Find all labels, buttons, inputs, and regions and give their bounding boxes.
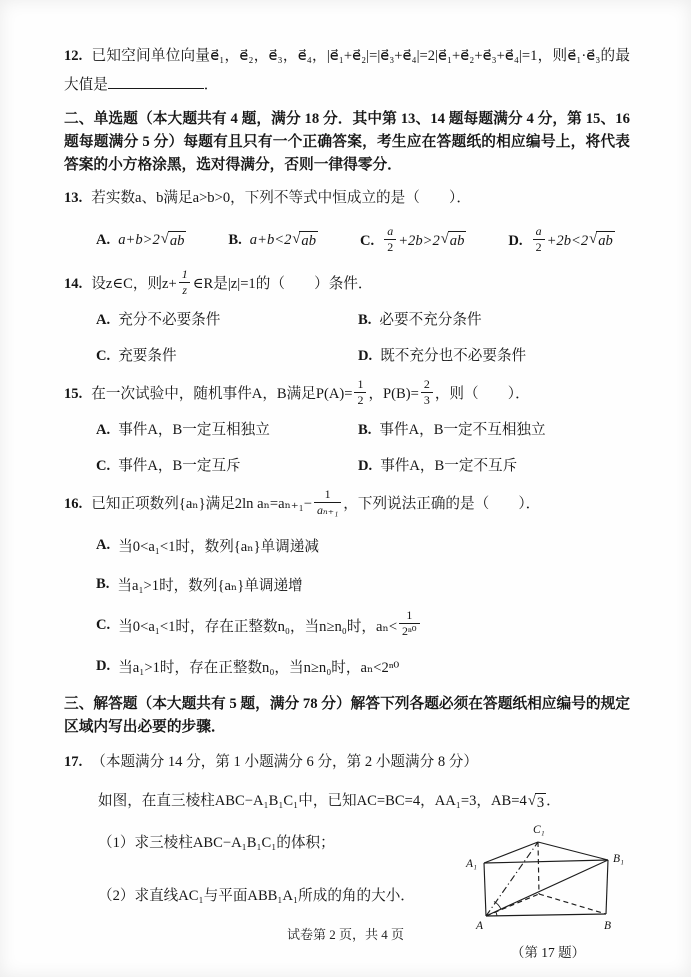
fraction-denominator: 2 <box>354 392 366 408</box>
option-14-a-text: 充分不必要条件 <box>118 311 221 328</box>
option-15-a <box>96 417 358 444</box>
option-15-d-text: 事件A，B一定不互斥 <box>380 457 518 474</box>
figure-caption: （第 17 题） <box>510 944 586 960</box>
option-13-d-radicand: ab <box>598 233 613 250</box>
question-14-number: 14. <box>64 275 83 292</box>
option-16-a-text: 当0<a₁<1时，数列{aₙ}单调递减 <box>118 538 319 555</box>
question-15-text-post: ，则（ ）． <box>434 385 530 402</box>
option-15-c-label: C. <box>96 457 111 474</box>
option-16-c-label: C. <box>96 616 111 633</box>
option-15-c <box>96 453 358 480</box>
question-15-number: 15. <box>64 385 83 402</box>
question-15-text-mid: ，P(B)= <box>368 385 419 402</box>
option-13-a-label: A. <box>96 232 111 249</box>
question-14-text-pre: 设z∈C，则z+ <box>91 275 177 292</box>
question-15 <box>64 376 630 410</box>
option-14-d-text: 既不充分也不必要条件 <box>380 347 527 364</box>
option-16-d-label: D. <box>96 657 111 674</box>
option-14-b-label: B. <box>358 311 372 328</box>
question-13-number: 13. <box>64 190 83 206</box>
question-15-options <box>64 417 630 480</box>
prism-solid-edges <box>484 842 608 916</box>
option-16-d-text: 当a₁>1时，存在正整数n₀，当n≥n₀时，aₙ<2ⁿ⁰ <box>118 659 400 676</box>
option-14-d-label: D. <box>358 347 373 364</box>
option-15-b-text: 事件A，B一定不互相独立 <box>379 421 546 438</box>
option-15-b-label: B. <box>358 421 372 438</box>
page-content <box>64 42 630 977</box>
option-16-b <box>64 571 630 598</box>
vertex-label-b: B <box>604 919 612 932</box>
question-17-score-note: （本题满分 14 分，第 1 小题满分 6 分，第 2 小题满分 8 分） <box>91 753 478 770</box>
option-14-a-label: A. <box>96 311 111 328</box>
option-16-d <box>64 653 630 680</box>
option-14-b <box>358 307 630 334</box>
vertex-label-a1: A₁ <box>466 857 478 870</box>
question-13 <box>64 184 630 213</box>
fraction-numerator: 2 <box>423 376 430 391</box>
fraction-denominator: 2 <box>533 239 545 255</box>
option-13-b-expression: a+b<2 <box>249 232 292 249</box>
question-14-text-post: ∈R是|z|=1的（ ）条件． <box>192 275 373 292</box>
page-footer: 试卷第 2 页，共 4 页 <box>286 927 404 942</box>
question-12-period: ． <box>203 77 219 93</box>
question-17-part-2: （2）求直线AC₁与平面ABB₁A₁所成的角的大小． <box>98 887 415 904</box>
fraction-denominator: 2ⁿ⁰ <box>399 623 420 639</box>
vertex-label-b1: B₁ <box>613 852 625 865</box>
fraction-numerator: 1 <box>181 267 188 281</box>
fraction-denominator: 2 <box>384 239 396 255</box>
option-16-a <box>64 532 630 559</box>
question-17-intro-period: ． <box>546 792 561 809</box>
option-13-a-radicand: ab <box>169 233 185 250</box>
option-15-c-text: 事件A，B一定互斥 <box>118 457 241 474</box>
question-16 <box>64 486 630 520</box>
option-13-b-radicand: ab <box>301 233 316 250</box>
option-15-d-label: D. <box>358 457 373 474</box>
question-12-number: 12. <box>64 48 83 64</box>
fraction-numerator: a <box>387 223 394 238</box>
question-12 <box>64 42 630 100</box>
fraction-denominator: 3 <box>421 392 433 408</box>
option-16-c <box>64 607 630 641</box>
option-15-d <box>358 453 630 480</box>
vertex-label-a: A <box>476 919 484 932</box>
question-16-text-post: ，下列说法正确的是（ ）． <box>343 495 541 512</box>
option-15-a-text: 事件A，B一定互相独立 <box>118 421 270 438</box>
question-17-intro-text: 如图，在直三棱柱ABC−A₁B₁C₁中，已知AC=BC=4，AA₁=3，AB=4 <box>98 792 527 809</box>
option-14-c-text: 充要条件 <box>118 347 177 364</box>
question-17-intro <box>64 787 630 816</box>
option-13-c-radicand: ab <box>449 233 465 250</box>
section-2-title: 二、单选题（本大题共有 4 题，满分 18 分．其中第 13、14 题每题满分 4 分，第 15、16 题每题满分 5 分）每题有且只有一个正确答案，考生应在答题纸的相应编号上，将代表答案的小方格涂黑，选对得满分，否则一律得零分． <box>64 111 630 173</box>
option-15-b <box>358 417 630 444</box>
radical-sign: √ <box>292 231 301 248</box>
question-14 <box>64 269 630 300</box>
question-16-number: 16. <box>64 495 83 512</box>
option-16-c-text: 当0<a₁<1时，存在正整数n₀，当n≥n₀时，aₙ< <box>118 618 398 635</box>
question-17-radicand: 3 <box>536 794 545 811</box>
option-13-d-expression: +2b<2 <box>546 232 589 249</box>
option-13-b-label: B. <box>228 232 242 249</box>
option-14-b-text: 必要不充分条件 <box>379 311 482 328</box>
option-13-d <box>508 223 614 257</box>
fraction-numerator: a <box>535 223 542 238</box>
question-17-part-1: （1）求三棱柱ABC−A₁B₁C₁的体积； <box>98 834 335 851</box>
option-16-b-text: 当a₁>1时，数列{aₙ}单调递增 <box>117 577 303 594</box>
option-13-d-label: D. <box>508 232 523 249</box>
fraction-numerator: 1 <box>324 486 331 501</box>
question-16-text-pre: 已知正项数列{aₙ}满足2ln aₙ=aₙ₊₁− <box>91 495 312 512</box>
prism-drawing <box>456 816 640 934</box>
fraction-denominator: z <box>179 282 190 298</box>
prism-hidden-edges <box>486 842 606 916</box>
option-14-a <box>96 307 358 334</box>
option-13-a-expression: a+b>2 <box>118 232 160 249</box>
fraction-denominator: aₙ₊₁ <box>314 502 341 518</box>
option-13-c <box>360 223 466 257</box>
option-14-c-label: C. <box>96 347 111 364</box>
question-17-parts <box>64 823 630 977</box>
section-3-title: 三、解答题（本大题共有 5 题，满分 78 分）解答下列各题必须在答题纸相应编号的规定区域内写出必要的步骤． <box>64 695 630 735</box>
option-16-a-label: A. <box>96 536 111 553</box>
option-16-b-label: B. <box>96 575 110 592</box>
question-17 <box>64 748 630 777</box>
option-13-b <box>228 231 318 250</box>
fraction-numerator: 1 <box>357 376 364 391</box>
radical-sign: √ <box>527 792 536 809</box>
question-13-text: 若实数a、b满足a>b>0，下列不等式中恒成立的是（ ）． <box>91 190 471 206</box>
vertex-label-c1: C₁ <box>533 823 545 836</box>
question-13-options <box>64 221 630 261</box>
question-12-text: 已知空间单位向量e⃗₁，e⃗₂，e⃗₃，e⃗₄，|e⃗₁+e⃗₂|=|e⃗₃+e⃗₄|=2|e⃗₁+e⃗₂+e⃗₃+e⃗₄|=1，则e⃗₁·e⃗₃的最大值是 <box>64 48 630 93</box>
option-13-c-expression: +2b>2 <box>398 232 440 249</box>
option-13-c-label: C. <box>360 232 375 249</box>
option-14-c <box>96 343 358 370</box>
question-12-answer-blank <box>108 73 204 89</box>
question-14-options <box>64 307 630 370</box>
option-14-d <box>358 343 630 370</box>
question-15-text-pre: 在一次试验中，随机事件A，B满足P(A)= <box>91 385 353 402</box>
question-17-number: 17. <box>64 753 83 770</box>
radical-sign: √ <box>440 231 449 248</box>
option-15-a-label: A. <box>96 421 111 438</box>
radical-sign: √ <box>589 231 598 248</box>
fraction-numerator: 1 <box>406 607 413 622</box>
option-13-a <box>96 231 186 250</box>
radical-sign: √ <box>160 231 169 248</box>
